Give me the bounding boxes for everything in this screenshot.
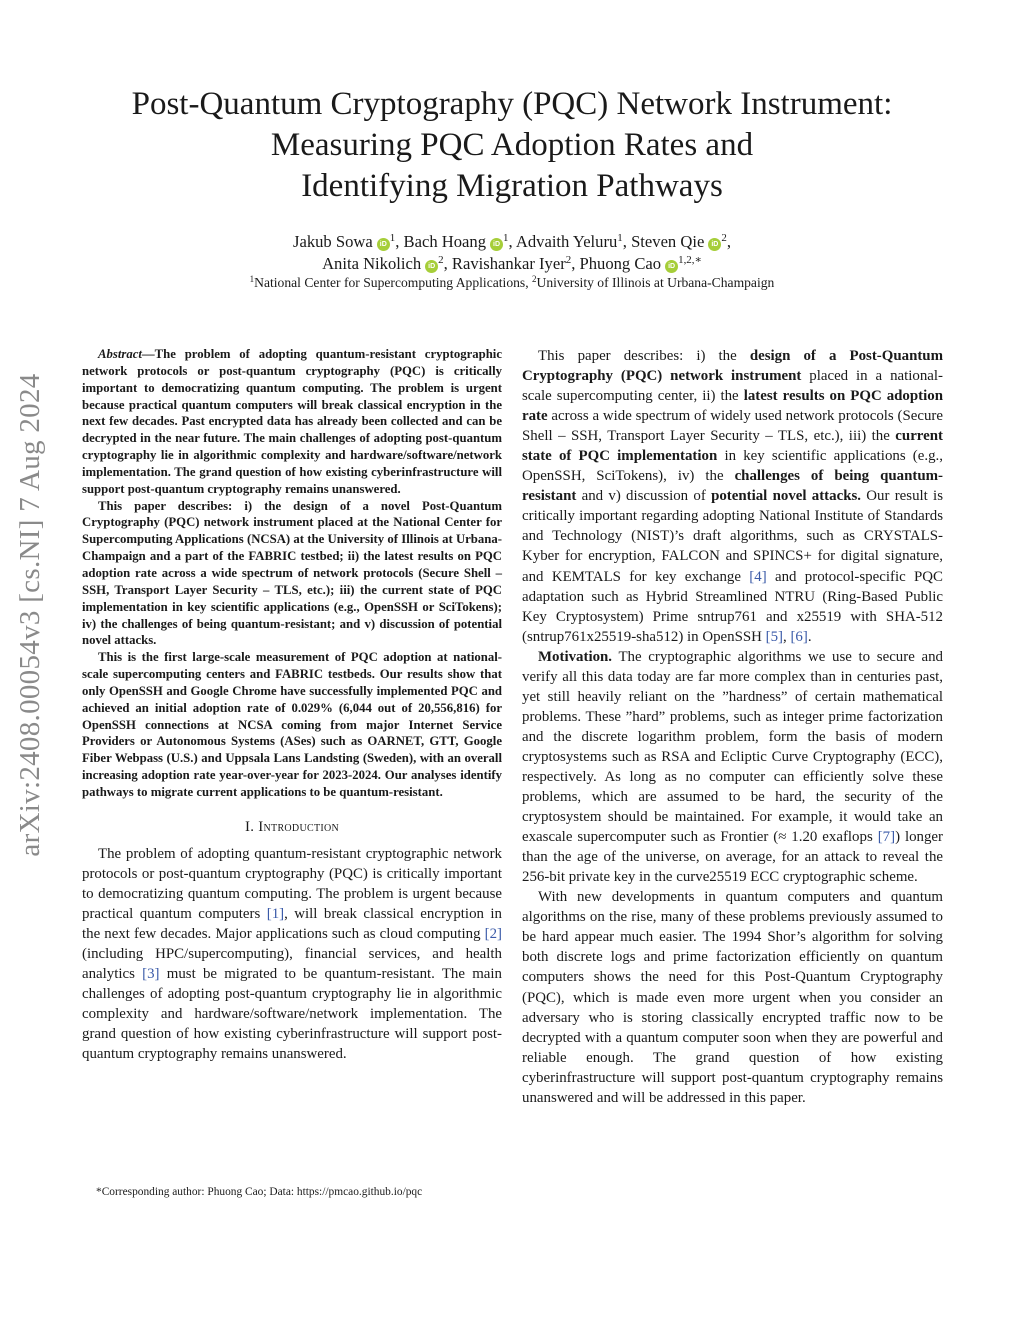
author-line-2: Anita Nikolich $iD^2$, Ravishankar Iyer$^2$, Phuong Cao $iD^{1,2,∗}$: [322, 253, 702, 273]
title-line-3: Identifying Migration Pathways: [301, 168, 723, 204]
citation-link[interactable]: [7]: [877, 829, 896, 846]
title-line-2: Measuring PQC Adoption Rates and: [270, 127, 754, 163]
abstract-paragraph-2: This paper describes: i) the design of a novel Post-Quantum Cryptography (PQC) network instrument placed at the National Center for Supercomputing Applications (NCSA) at the University of Illinois at Urbana-Champaign and a part of the FABRIC testbed; ii) the latest results on PQC adoption rate across a wide spectrum of network protocols (Secure Shell – SSH, Transport Layer Security – TLS, etc.); iii) the current state of PQC implementation in key scientific applications (e.g., OpenSSH or SciTokens); iv) the challenges of being quantum-resistant; and v) discussion of potential novel attacks.: [82, 498, 502, 648]
citation-link[interactable]: [4]: [749, 568, 767, 585]
intro-paragraph-1: The problem of adopting quantum-resistant cryptographic network protocols or post-quantum cryptography (PQC) is critically important to democratizing quantum computing. The problem is urgent because practical quantum computers [1], will break classical encryption in the next few decades. Major applications such as cloud computing [2] (including HPC/supercomputing), financial services, and health analytics [3] must be migrated to be quantum-resistant. The main challenges of adopting post-quantum cryptography lie in algorithmic complexity and hardware/software/network implementation. The grand question of how existing cyberinfrastructure will support post-quantum cryptography remains unanswered.: [82, 845, 502, 1063]
footnote: *Corresponding author: Phuong Cao; Data: https://pmcao.github.io/pqc: [96, 1186, 423, 1198]
citation-link[interactable]: [3]: [142, 966, 160, 983]
citation-link[interactable]: [5]: [765, 628, 783, 645]
title-line-1: Post-Quantum Cryptography (PQC) Network Instrument:: [131, 86, 893, 122]
author-affiliation-mark: 2: [721, 231, 727, 244]
citation-link[interactable]: [2]: [484, 925, 502, 942]
affiliation-uiuc: University of Illinois at Urbana-Champaign: [536, 275, 775, 290]
author-affiliation-mark: 1: [503, 231, 509, 244]
citation-link[interactable]: [6]: [790, 628, 808, 645]
motivation-paragraph: Motivation. The cryptographic algorithms we use to secure and verify all this data today are far more complex than in centuries past, yet still heavily reliant on the ”hardness” of certain mathematical problems. These ”hard” problems, such as integer prime factorization and the discrete logarithm problem, form the basis of modern cryptosystems such as RSA and Ecliptic Curve Cryptography (ECC), respectively. As long as no computer can efficiently solve these problems, which are assumed to be hard, the security of the cryptosystem should be maintained. For example, it would take an exascale supercomputer such as Frontier (≈ 1.20 exaflops [7]) longer than the age of the universe, on average, for an attack to reveal the 256-bit private key in the curve25519 ECC cryptographic scheme.: [522, 648, 943, 886]
author-name: Phuong Cao: [579, 254, 662, 273]
affiliations: [80, 274, 944, 292]
affiliation-mark: 1: [249, 274, 255, 285]
abstract-paragraph-3: This is the first large-scale measurement of PQC adoption at national-scale supercomputing centers and FABRIC testbeds. Our results show that only OpenSSH and Google Chrome have successfully implemented PQC and achieved an initial adoption rate of 0.029% (6,044 out of 20,556,816) for OpenSSH connections at NCSA coming from major Internet Service Providers or Autonomous Systems (ASes) such as OARNET, GTT, Google Fiber Webpass (U.S.) and Uppsala Lans Landsting (Sweden), with an overall increasing adoption rate year-over-year for 2023-2024. Our analyses identify pathways to migrate current applications to be quantum-resistant.: [82, 650, 502, 799]
author-list: [80, 231, 944, 275]
citation-link[interactable]: [1]: [266, 905, 285, 922]
author-name: Anita Nikolich: [322, 254, 422, 273]
affiliation-ncsa: National Center for Supercomputing Applications,: [254, 275, 529, 290]
section-heading-introduction: I. Introduction: [244, 818, 340, 835]
author-name: Ravishankar Iyer: [451, 254, 566, 273]
author-affiliation-mark: 1,2,∗: [678, 253, 702, 266]
author-name: Steven Qie: [631, 232, 705, 251]
contributions-paragraph: This paper describes: i) the design of a Post-Quantum Cryptography (PQC) network instrument placed in a national-scale supercomputing center, ii) the latest results on PQC adoption rate across a wide spectrum of widely used network protocols (Secure Shell – SSH, Transport Layer Security – TLS, etc.), iii) the current state of PQC implementation in key scientific applications (e.g., OpenSSH, SciTokens), iv) the challenges of being quantum-resistant and v) discussion of potential novel attacks. Our result is critically important regarding adopting National Institute of Standards and Technology (NIST)’s draft algorithms, such as CRYSTALS-Kyber for encryption, FALCON and SPINCS+ for digital signature, and KEMTALS for key exchange [4] and protocol-specific PQC adaptation such as Hybrid Streamlined NTRU (Ring-Based Public Key Cryptosystem) Prime sntrup761 and x25519 with SHA-512 (sntrup761x25519-sha512) in OpenSSH [5], [6].: [522, 348, 944, 645]
orcid-icon[interactable]: iD: [490, 238, 503, 251]
arxiv-identifier: arXiv:2408.00054v3 [cs.NI] 7 Aug 2024: [14, 373, 46, 857]
paper-title: [80, 84, 944, 207]
orcid-icon[interactable]: iD: [708, 238, 721, 251]
motivation-label: Motivation.: [538, 648, 613, 665]
affiliation-mark: 2: [532, 274, 537, 285]
author-affiliation-mark: 1: [617, 231, 623, 244]
right-column: [522, 346, 943, 1108]
author-name: Bach Hoang: [403, 232, 487, 251]
author-name: Advaith Yeluru: [515, 232, 618, 251]
orcid-icon[interactable]: iD: [377, 238, 390, 251]
abstract-label: Abstract: [98, 347, 142, 361]
orcid-icon[interactable]: iD: [665, 260, 678, 273]
left-column: [82, 346, 502, 1064]
author-line-1: Jakub Sowa $iD^1$, Bach Hoang $iD^1$, Advaith Yeluru$^1$, Steven Qie $iD^2$,: [293, 231, 731, 251]
orcid-icon[interactable]: iD: [425, 260, 438, 273]
author-name: Jakub Sowa: [293, 232, 373, 251]
quantum-threat-paragraph: With new developments in quantum computers and quantum algorithms on the rise, many of these problems previously assumed to be hard appear much easier. The 1994 Shor’s algorithm for solving both discrete logs and prime factorization efficiently on quantum computers shows the need for this Post-Quantum Cryptography (PQC), which is made even more urgent when you consider an adversary who is storing classically encrypted traffic now to be decrypted with a quantum computer soon when they are powerful and reliable enough. The grand question of how existing cyberinfrastructure will support post-quantum cryptography remains unanswered and will be addressed in this paper.: [522, 889, 943, 1106]
author-affiliation-mark: 1: [389, 231, 396, 244]
abstract-paragraph-1: Abstract—The problem of adopting quantum-resistant cryptographic network protocols or post-quantum cryptography (PQC) is critically important to democratizing quantum computing. The problem is urgent because practical quantum computers will break classical encryption in the next few decades. Past encrypted data has already been collected and can be decrypted in the near future. The main challenges of adopting post-quantum cryptography lie in algorithmic complexity and hardware/software/network implementation. The grand question of how existing cyberinfrastructure will support post-quantum cryptography remains unanswered.: [82, 347, 502, 496]
author-affiliation-mark: 2: [438, 253, 444, 266]
author-affiliation-mark: 2: [565, 253, 572, 266]
